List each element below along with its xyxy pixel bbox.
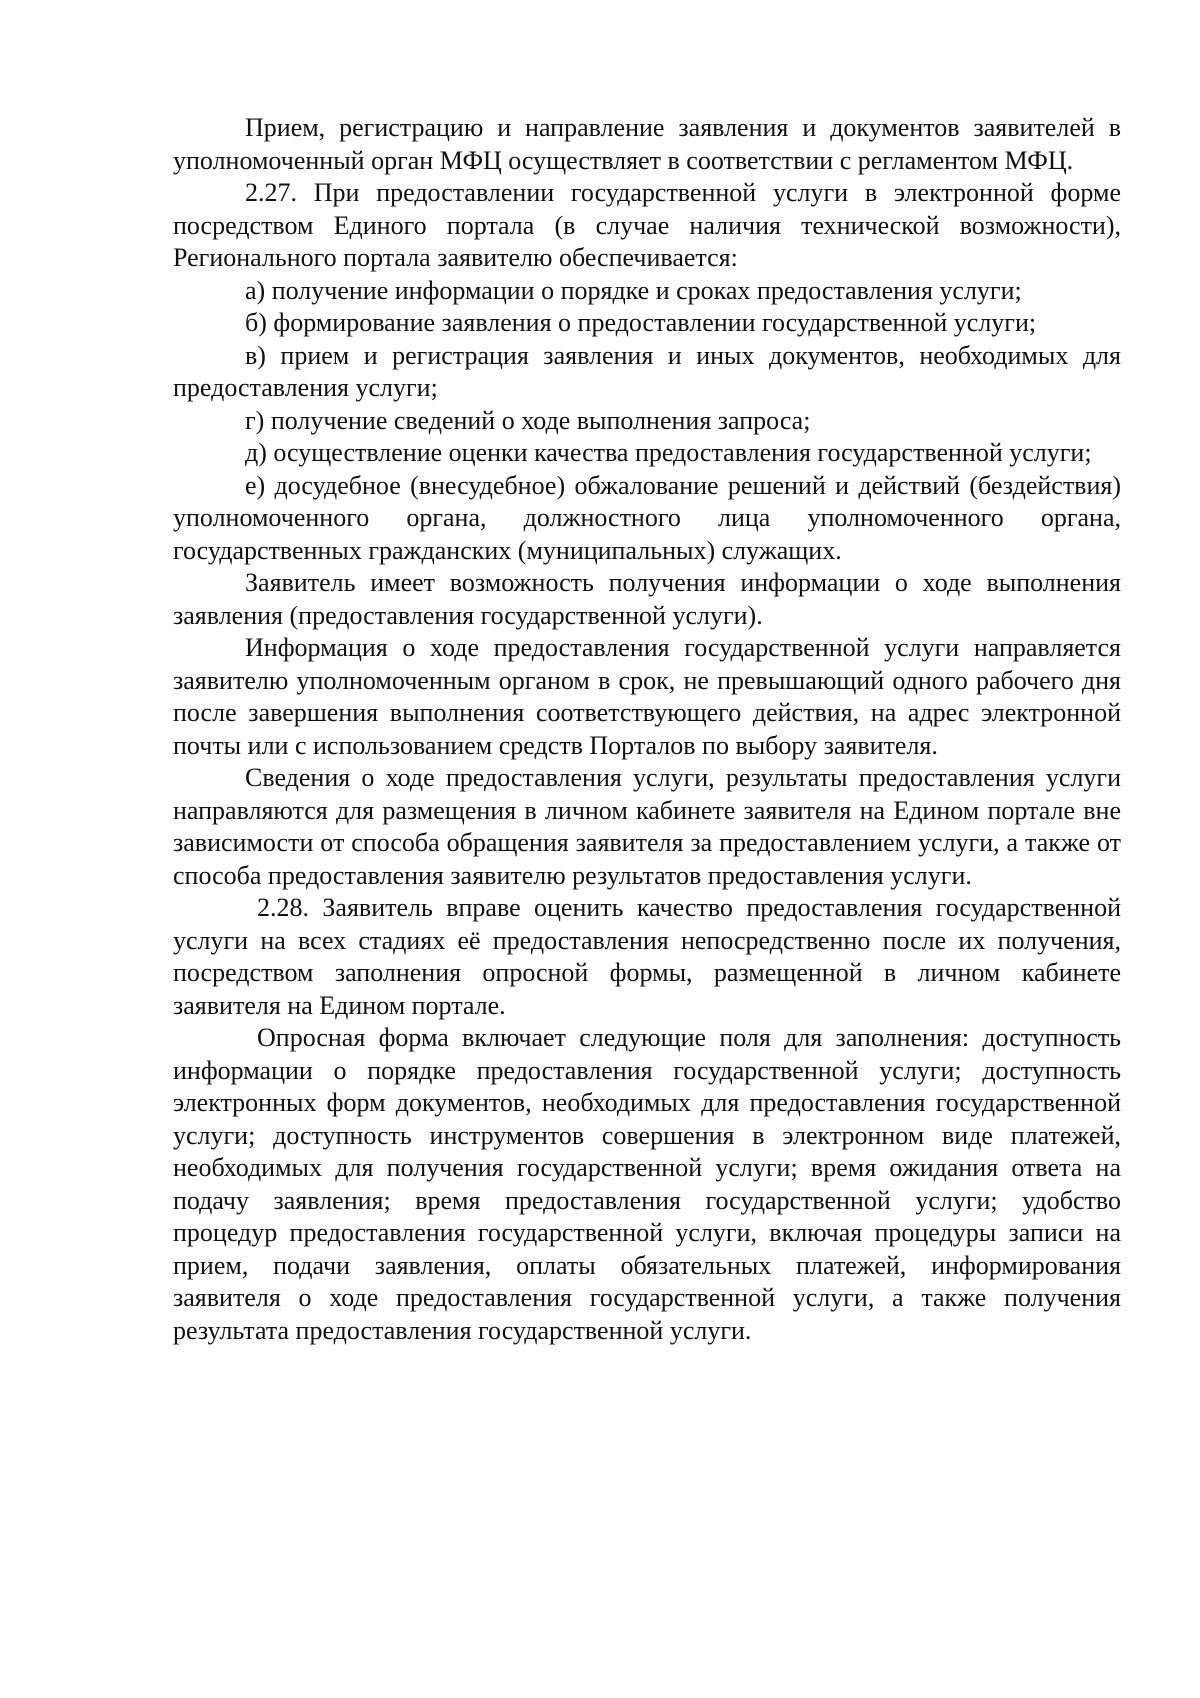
list-item-d: д) осуществление оценки качества предоставления государственной услуги; [245, 438, 1092, 467]
list-item-e: е) досудебное (внесудебное) обжалование решений и действий (бездействия) уполномоченного органа, должностного лица уполномоченного органа, государственных гражданских (муниципальных) служащих. [173, 470, 1121, 565]
document-page [173, 112, 1121, 1347]
list-item-b: б) формирование заявления о предоставлении государственной услуги; [245, 308, 1037, 337]
paragraph-progress-info: Информация о ходе предоставления государственной услуги направляется заявителю уполномоченным органом в срок, не превышающий одного рабочего дня после завершения выполнения соответствующего действия, на адрес электронной почты или с использованием средств Порталов по выбору заявителя. [173, 633, 1121, 760]
paragraph-results-info: Сведения о ходе предоставления услуги, результаты предоставления услуги направляются для размещения в личном кабинете заявителя на Едином портале вне зависимости от способа обращения заявителя за предоставлением услуги, а также от способа предоставления заявителю результатов предоставления услуги. [173, 763, 1121, 890]
paragraph-mfc-reception: Прием, регистрацию и направление заявления и документов заявителей в уполномоченный орган МФЦ осуществляет в соответствии с регламентом МФЦ. [173, 113, 1121, 175]
paragraph-2-28: 2.28. Заявитель вправе оценить качество предоставления государственной услуги на всех стадиях её предоставления непосредственно после их получения, посредством заполнения опросной формы, размещенной в личном кабинете заявителя на Едином портале. [173, 893, 1121, 1020]
paragraph-applicant-info: Заявитель имеет возможность получения информации о ходе выполнения заявления (предоставления государственной услуги). [173, 568, 1121, 630]
list-item-a: а) получение информации о порядке и сроках предоставления услуги; [245, 275, 1022, 305]
paragraph-survey-form: Опросная форма включает следующие поля для заполнения: доступность информации о порядке предоставления государственной услуги; доступность электронных форм документов, необходимых для предоставления государственной услуги; доступность инструментов совершения в электронном виде платежей, необходимых для получения государственной услуги; время ожидания ответа на подачу заявления; время предоставления государственной услуги; удобство процедур предоставления государственной услуги, включая процедуры записи на прием, подачи заявления, оплаты обязательных платежей, информирования заявителя о ходе предоставления государственной услуги, а также получения результата предоставления государственной услуги. [173, 1023, 1121, 1345]
paragraph-2-27: 2.27. При предоставлении государственной услуги в электронной форме посредством Единого портала (в случае наличия технической возможности), Регионального портала заявителю обеспечивается: [173, 178, 1121, 272]
list-item-g: г) получение сведений о ходе выполнения запроса; [245, 405, 811, 435]
list-item-v: в) прием и регистрация заявления и иных документов, необходимых для предоставления услуги; [173, 340, 1121, 402]
